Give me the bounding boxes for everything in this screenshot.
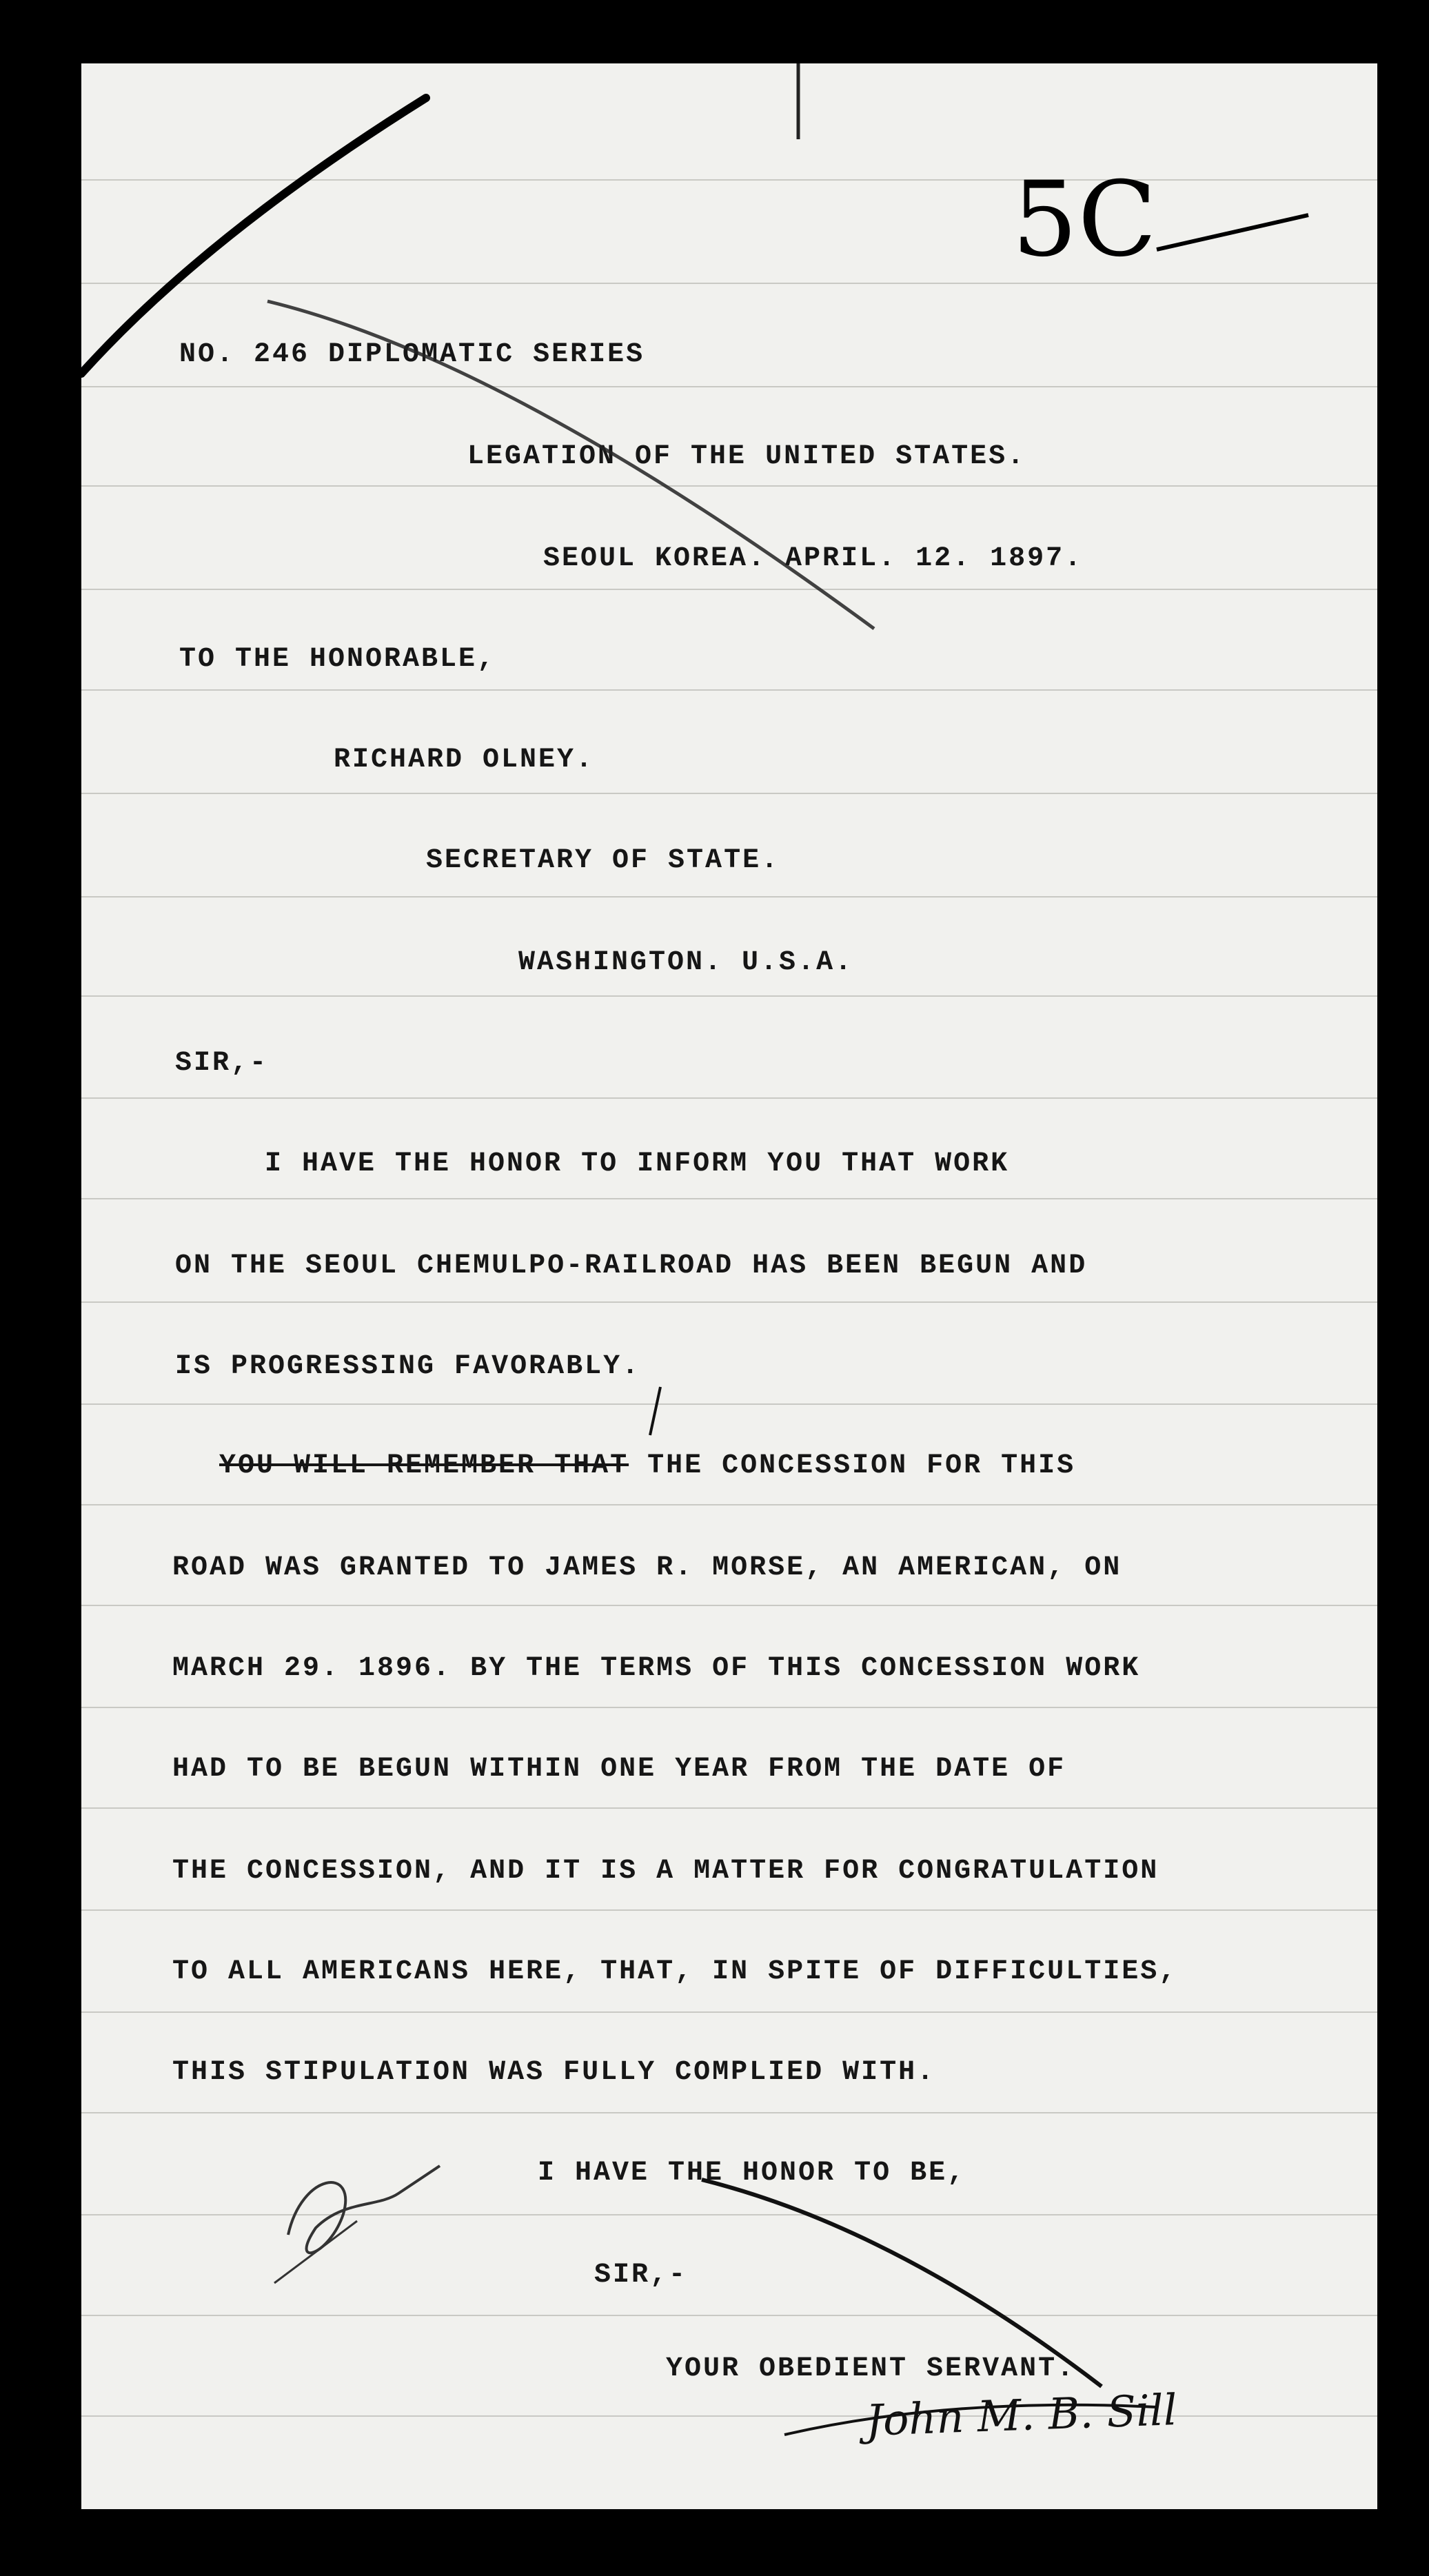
closing-sir: SIR,- xyxy=(594,2260,688,2291)
body-line: THIS STIPULATION WAS FULLY COMPLIED WITH. xyxy=(172,2057,936,2088)
body-line-struck xyxy=(219,1450,1075,1481)
corner-pen-stroke xyxy=(81,98,426,374)
body-line: MARCH 29. 1896. BY THE TERMS OF THIS CONCESSION WORK xyxy=(172,1653,1141,1684)
initials-underline-icon xyxy=(274,2221,357,2283)
legation-heading: LEGATION OF THE UNITED STATES. xyxy=(467,441,1026,472)
pen-marks xyxy=(81,63,1377,2509)
address-line-1: TO THE HONORABLE, xyxy=(179,644,496,675)
body-line: THE CONCESSION, AND IT IS A MATTER FOR CONGRATULATION xyxy=(172,1856,1159,1887)
body-line: I HAVE THE HONOR TO INFORM YOU THAT WORK xyxy=(265,1148,1010,1179)
address-title: SECRETARY OF STATE. xyxy=(426,845,780,876)
signature: John M. B. Sill xyxy=(864,2384,1178,2446)
folio-mark: 5C xyxy=(1012,160,1157,280)
body-line: TO ALL AMERICANS HERE, THAT, IN SPITE OF DIFFICULTIES, xyxy=(172,1956,1178,1987)
struck-text: YOU WILL REMEMBER THAT xyxy=(219,1450,629,1481)
folio-underline xyxy=(1157,215,1308,250)
address-recipient: RICHARD OLNEY. xyxy=(334,744,595,775)
body-line-rest: THE CONCESSION FOR THIS xyxy=(629,1450,1076,1481)
body-line: HAD TO BE BEGUN WITHIN ONE YEAR FROM THE DATE OF xyxy=(172,1754,1066,1785)
initials-mark-icon xyxy=(288,2166,440,2253)
series-number: NO. 246 DIPLOMATIC SERIES xyxy=(179,339,645,370)
body-line: ON THE SEOUL CHEMULPO-RAILROAD HAS BEEN BEGUN AND xyxy=(175,1250,1088,1281)
document-page xyxy=(81,63,1377,2509)
salutation: SIR,- xyxy=(175,1048,269,1079)
closing-servant: YOUR OBEDIENT SERVANT. xyxy=(666,2353,1076,2384)
closing-line: I HAVE THE HONOR TO BE, xyxy=(538,2158,966,2189)
body-line: IS PROGRESSING FAVORABLY. xyxy=(175,1351,641,1382)
body-line: ROAD WAS GRANTED TO JAMES R. MORSE, AN AMERICAN, ON xyxy=(172,1552,1122,1583)
address-location: WASHINGTON. U.S.A. xyxy=(518,947,854,978)
place-date: SEOUL KOREA. APRIL. 12. 1897. xyxy=(543,543,1084,574)
tick-mark-icon xyxy=(650,1387,660,1435)
